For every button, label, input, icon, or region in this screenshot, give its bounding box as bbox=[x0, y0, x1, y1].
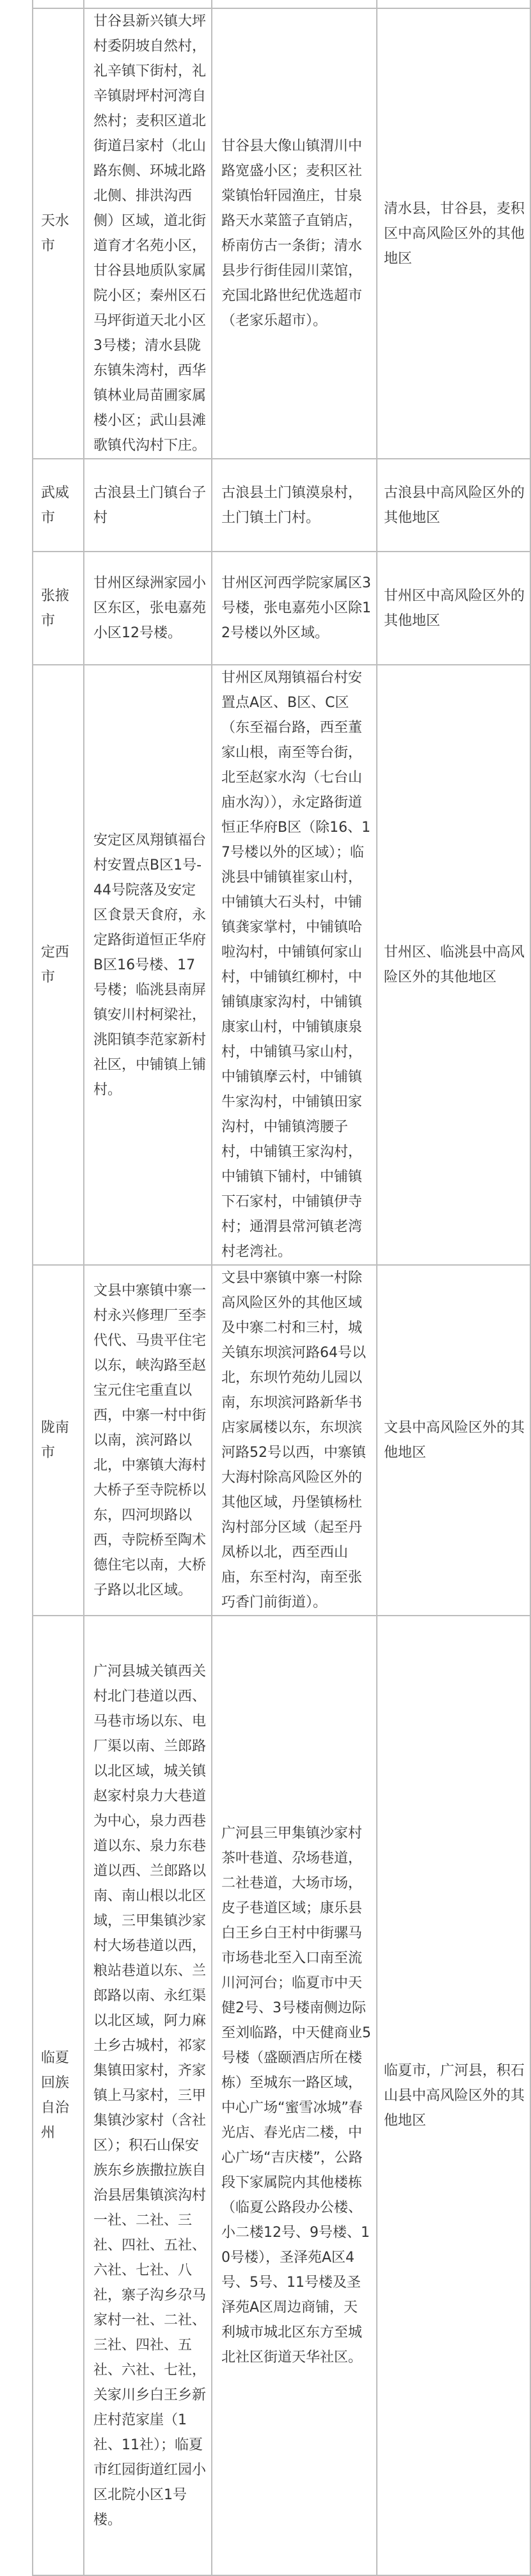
table-row bbox=[33, 552, 530, 665]
medium-risk-cell: 广河县城关镇西关村北门巷道以西、马巷市场以东、电厂渠以南、兰郎路以北区域，城关镇赵家村泉力大巷道为中心，泉力西巷道以东、泉力东巷道以西、兰郎路以南、南山根以北区域，三甲集镇沙家村大场巷道以西，粮站巷道以东、兰郎路以南、永红渠以北区域，阿力麻土乡古城村，祁家集镇田家村，齐家镇上马家村，三甲集镇沙家村（含社区）；积石山保安族东乡族撒拉族自治县居集镇滨沟村一社、二社、三社、四社、五社、六社、七社、八社，寨子沟乡尕马家村一社、二社、三社、四社、五社、六社、七社，关家川乡白王乡新庄村范家崖（1社、11社）；临夏市红园街道红园小区北院小区1号楼。 bbox=[84, 1616, 212, 2575]
low-risk-cell: 文县中寨镇中寨一村除高风险区外的其他区域及中寨二村和三村，城关镇东坝滨河路64号以北，东坝竹苑幼儿园以南，东坝滨河路新华书店家属楼以东，东坝滨河路52号以西，中寨镇大海村除高风险区外的其他区域，丹堡镇杨杜沟村部分区域（起至丹凤桥以北，西至西山庙，东至村沟，南至张巧香门前街道）。 bbox=[212, 1265, 377, 1616]
medium-risk-cell: 安定区凤翔镇福台村安置点B区1号-44号院落及安定区食景天食府，永定路街道恒正华府B区16号楼、17号楼；临洮县南屏镇安川村柯梁社，洮阳镇李范家新村社区，中铺镇上铺村。 bbox=[84, 665, 212, 1265]
low-risk-cell bbox=[212, 0, 377, 8]
table-row bbox=[33, 459, 530, 552]
city-cell bbox=[33, 459, 84, 552]
low-risk-cell: 古浪县土门镇漠泉村，土门镇土门村。 bbox=[212, 459, 377, 552]
city-name: 定西市 bbox=[41, 944, 70, 985]
city-name: 临夏回族自治州 bbox=[41, 2050, 70, 2141]
general-area-cell: 文县中高风险区外的其他地区 bbox=[377, 1265, 530, 1616]
table-row bbox=[33, 0, 530, 8]
risk-area-table bbox=[32, 0, 531, 2576]
city-name: 天水市 bbox=[41, 213, 70, 254]
city-cell bbox=[33, 665, 84, 1265]
low-risk-cell: 广河县三甲集镇沙家村茶叶巷道、尕场巷道，二社巷道，大场市场，皮子巷道区域；康乐县白王乡白王村中街骡马市场巷北至入口南至流川河河台；临夏市中天健2号、3号楼南侧边际至刘临路，中天健商业5号楼（盛颐酒店所在楼栋）至城东一路区域，中心广场“蜜雪冰城”春光店、春光店二楼，中心广场“吉庆楼”，公路段下家属院内其他楼栋（临夏公路段办公楼、小二楼12号、9号楼、10号楼），圣泽苑A区4号、5号、11号楼及圣泽苑A区周边商铺，天利城市城北区东方至城北社区街道天华社区。 bbox=[212, 1616, 377, 2575]
general-area-cell: 甘州区、临洮县中高风险区外的其他地区 bbox=[377, 665, 530, 1265]
medium-risk-cell: 甘谷县新兴镇大坪村委阴坡自然村，礼辛镇下街村，礼辛镇尉坪村河湾自然村；麦积区道北街道吕家村（北山路东侧、环城北路北侧、排洪沟西侧）区域，道北街道育才名苑小区，甘谷县地质队家属院小区；秦州区石马坪街道天北小区3号楼；清水县陇东镇朱湾村，西华镇林业局苗圃家属楼小区；武山县滩歌镇代沟村下庄。 bbox=[84, 8, 212, 459]
city-name: 武威市 bbox=[41, 484, 70, 526]
general-area-cell bbox=[377, 0, 530, 8]
medium-risk-cell: 甘州区绿洲家园小区东区，张电嘉苑小区12号楼。 bbox=[84, 552, 212, 665]
low-risk-cell: 甘州区河西学院家属区3号楼，张电嘉苑小区除12号楼以外区域。 bbox=[212, 552, 377, 665]
city-name: 张掖市 bbox=[41, 587, 70, 629]
medium-risk-cell: 古浪县土门镇台子村 bbox=[84, 459, 212, 552]
city-cell bbox=[33, 1616, 84, 2575]
medium-risk-cell bbox=[84, 0, 212, 8]
city-cell bbox=[33, 8, 84, 459]
general-area-cell: 临夏市，广河县，积石山县中高风险区外的其他地区 bbox=[377, 1616, 530, 2575]
city-name: 陇南市 bbox=[41, 1420, 70, 1461]
table-row bbox=[33, 8, 530, 459]
medium-risk-cell: 文县中寨镇中寨一村永兴修理厂至李代代、马贵平住宅以东，峡沟路至赵宝元住宅重直以西，中寨一村中街以南，滨河路以北，中寨镇大海村大桥子至寺院桥以东，四河坝路以西，寺院桥至陶术德住宅以南，大桥子路以北区域。 bbox=[84, 1265, 212, 1616]
table-row bbox=[33, 1265, 530, 1616]
low-risk-cell: 甘州区凤翔镇福台村安置点A区、B区、C区（东至福台路，西至董家山根，南至等台街，北至赵家水沟（七台山庙水沟）），永定路街道恒正华府B区（除16、17号楼以外的区域）；临洮县中铺镇崔家山村，中铺镇大石头村，中铺镇龚家掌村，中铺镇哈啦沟村，中铺镇何家山村，中铺镇红柳村，中铺镇康家沟村，中铺镇康家山村，中铺镇康泉村，中铺镇马家山村，中铺镇摩云村，中铺镇牛家沟村，中铺镇田家沟村，中铺镇湾腰子村，中铺镇王家沟村，中铺镇下铺村，中铺镇下石家村，中铺镇伊寺村；通渭县常河镇老湾村老湾社。 bbox=[212, 665, 377, 1265]
general-area-cell: 清水县，甘谷县，麦积区中高风险区外的其他地区 bbox=[377, 8, 530, 459]
city-cell bbox=[33, 552, 84, 665]
table-row bbox=[33, 1616, 530, 2575]
general-area-cell: 甘州区中高风险区外的其他地区 bbox=[377, 552, 530, 665]
city-cell bbox=[33, 0, 84, 8]
low-risk-cell: 甘谷县大像山镇渭川中路宽盛小区；麦积区社棠镇怡轩园渔庄，甘泉路天水菜篮子直销店，桥南仿古一条街；清水县步行街佳园川菜馆，充国北路世纪优选超市（老家乐超市）。 bbox=[212, 8, 377, 459]
general-area-cell: 古浪县中高风险区外的其他地区 bbox=[377, 459, 530, 552]
table-row bbox=[33, 665, 530, 1265]
city-cell bbox=[33, 1265, 84, 1616]
